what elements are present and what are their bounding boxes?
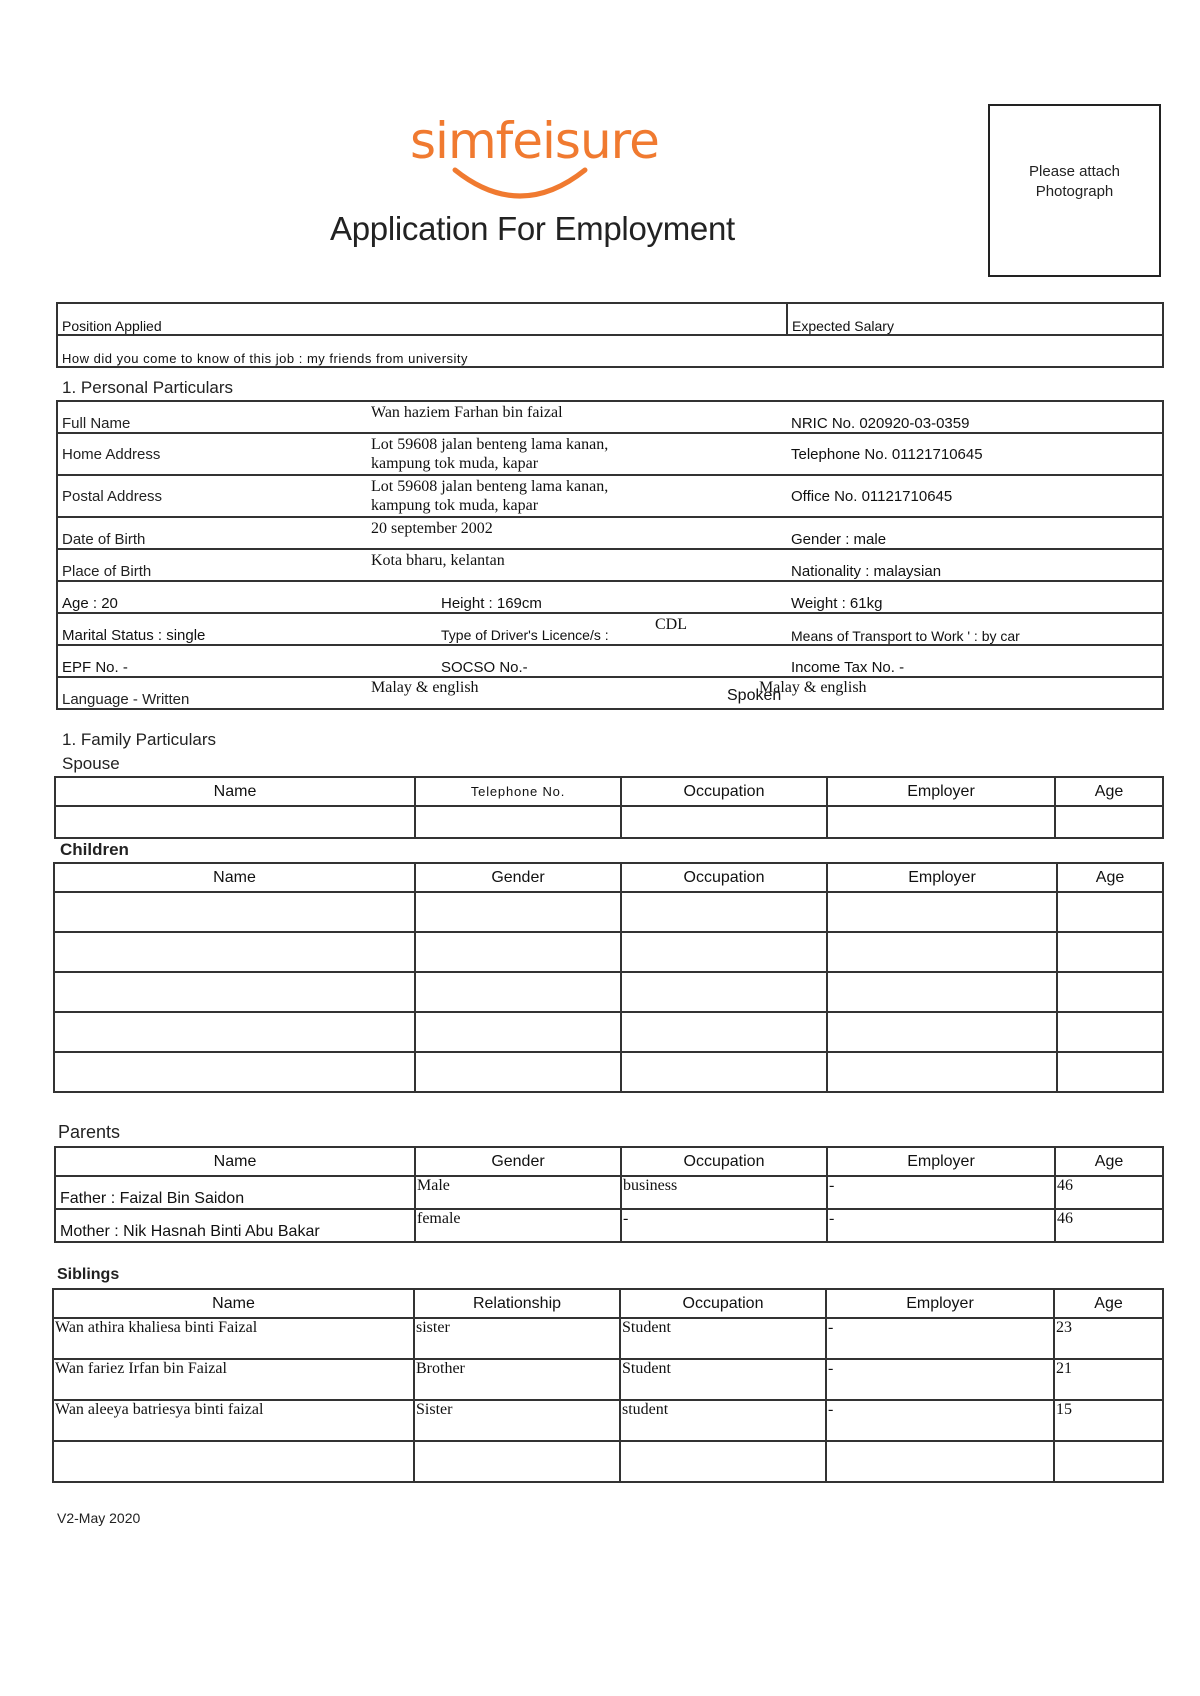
children-header-age: Age <box>1057 863 1163 892</box>
spouse-age-cell[interactable] <box>1055 806 1163 838</box>
sibling-name-cell[interactable]: Wan fariez Irfan bin Faizal <box>53 1359 414 1400</box>
children-cell[interactable] <box>415 972 621 1012</box>
siblings-table <box>52 1288 1164 1483</box>
parents-header-age: Age <box>1055 1147 1163 1176</box>
children-cell[interactable] <box>621 972 827 1012</box>
table-row <box>55 1209 1163 1242</box>
socso-field[interactable]: SOCSO No.- <box>437 645 787 677</box>
licence-value: CDL <box>655 616 687 633</box>
children-cell[interactable] <box>54 1052 415 1092</box>
parents-header-name: Name <box>55 1147 415 1176</box>
children-title: Children <box>60 840 129 859</box>
spouse-header-name: Name <box>55 777 415 806</box>
how-know-field[interactable]: How did you come to know of this job : my friends from university <box>57 335 1163 367</box>
parents-header-employer: Employer <box>827 1147 1055 1176</box>
pob-label: Place of Birth <box>57 549 437 581</box>
children-row <box>54 1012 1163 1052</box>
full-name-value: Wan haziem Farhan bin faizal <box>371 404 563 421</box>
siblings-title: Siblings <box>57 1266 120 1283</box>
children-cell[interactable] <box>54 1012 415 1052</box>
home-address-line1: Lot 59608 jalan benteng lama kanan, <box>371 436 609 453</box>
children-cell[interactable] <box>415 1012 621 1052</box>
siblings-header-occupation: Occupation <box>620 1289 826 1318</box>
children-table <box>53 862 1164 1093</box>
sibling-employer-cell[interactable]: - <box>826 1359 1054 1400</box>
children-header-name: Name <box>54 863 415 892</box>
children-header-gender: Gender <box>415 863 621 892</box>
licence-label: Type of Driver's Licence/s : <box>441 627 609 643</box>
children-cell[interactable] <box>54 892 415 932</box>
children-cell[interactable] <box>415 892 621 932</box>
spouse-occupation-cell[interactable] <box>621 806 827 838</box>
children-row <box>54 1052 1163 1092</box>
dob-field[interactable] <box>371 517 787 549</box>
postal-address-line2: kampung tok muda, kapar <box>371 497 539 514</box>
siblings-header-name: Name <box>53 1289 414 1318</box>
table-row <box>53 1400 1163 1441</box>
sibling-age-cell[interactable]: 15 <box>1054 1400 1163 1441</box>
children-cell[interactable] <box>827 1052 1057 1092</box>
position-table <box>56 302 1164 368</box>
table-row <box>53 1318 1163 1359</box>
children-cell[interactable] <box>54 972 415 1012</box>
sibling-occupation-cell[interactable] <box>620 1441 826 1482</box>
children-cell[interactable] <box>827 892 1057 932</box>
father-employer-cell[interactable]: - <box>827 1176 1055 1209</box>
table-row <box>53 1359 1163 1400</box>
spouse-header-employer: Employer <box>827 777 1055 806</box>
language-spoken-value: Malay & english <box>759 679 867 696</box>
marital-field[interactable]: Marital Status : single <box>57 613 437 645</box>
spouse-table <box>54 776 1164 839</box>
children-row <box>54 972 1163 1012</box>
home-address-label: Home Address <box>57 433 437 475</box>
language-written-value: Malay & english <box>371 679 479 696</box>
spouse-header-age: Age <box>1055 777 1163 806</box>
mother-occupation-cell[interactable]: - <box>621 1209 827 1242</box>
siblings-header-employer: Employer <box>826 1289 1054 1318</box>
children-cell[interactable] <box>827 1012 1057 1052</box>
weight-field[interactable]: Weight : 61kg <box>787 581 1163 613</box>
children-cell[interactable] <box>1057 1012 1163 1052</box>
pob-value: Kota bharu, kelantan <box>371 552 505 569</box>
nationality-field[interactable]: Nationality : malaysian <box>787 549 1163 581</box>
children-cell[interactable] <box>621 932 827 972</box>
home-address-field[interactable] <box>371 433 787 475</box>
sibling-employer-cell[interactable]: - <box>826 1318 1054 1359</box>
pob-field[interactable] <box>371 549 787 581</box>
page-title: Application For Employment <box>330 210 735 247</box>
children-row <box>54 892 1163 932</box>
office-field[interactable]: Office No. 01121710645 <box>787 475 1163 517</box>
postal-address-label: Postal Address <box>57 475 437 517</box>
sibling-age-cell[interactable] <box>1054 1441 1163 1482</box>
sibling-name-cell[interactable]: Wan athira khaliesa binti Faizal <box>53 1318 414 1359</box>
sibling-occupation-cell[interactable]: student <box>620 1400 826 1441</box>
sibling-relationship-cell[interactable]: Brother <box>414 1359 620 1400</box>
home-address-line2: kampung tok muda, kapar <box>371 455 539 472</box>
children-cell[interactable] <box>415 932 621 972</box>
gender-field[interactable]: Gender : male <box>787 517 1163 549</box>
position-applied-label[interactable]: Position Applied <box>57 303 787 335</box>
logo-smile-icon <box>450 162 590 202</box>
father-age-cell[interactable]: 46 <box>1055 1176 1163 1209</box>
dob-label: Date of Birth <box>57 517 437 549</box>
children-header-employer: Employer <box>827 863 1057 892</box>
children-cell[interactable] <box>1057 1052 1163 1092</box>
siblings-header-relationship: Relationship <box>414 1289 620 1318</box>
sibling-relationship-cell[interactable]: Sister <box>414 1400 620 1441</box>
mother-name-cell[interactable]: Mother : Nik Hasnah Binti Abu Bakar <box>55 1209 415 1242</box>
table-row <box>55 1176 1163 1209</box>
children-cell[interactable] <box>415 1052 621 1092</box>
dob-value: 20 september 2002 <box>371 520 493 537</box>
age-field[interactable]: Age : 20 <box>57 581 437 613</box>
mother-age-cell[interactable]: 46 <box>1055 1209 1163 1242</box>
spouse-title: Spouse <box>62 754 120 773</box>
sibling-age-cell[interactable]: 23 <box>1054 1318 1163 1359</box>
personal-particulars-table <box>56 400 1164 710</box>
postal-address-line1: Lot 59608 jalan benteng lama kanan, <box>371 478 609 495</box>
epf-field[interactable]: EPF No. - <box>57 645 437 677</box>
transport-field[interactable]: Means of Transport to Work ' : by car <box>787 613 1163 645</box>
sibling-age-cell[interactable]: 21 <box>1054 1359 1163 1400</box>
children-row <box>54 932 1163 972</box>
telephone-field[interactable]: Telephone No. 01121710645 <box>787 433 1163 475</box>
spouse-telephone-cell[interactable] <box>415 806 621 838</box>
spoken-label: Spoken <box>727 687 782 704</box>
sibling-employer-cell[interactable] <box>826 1441 1054 1482</box>
mother-gender-cell[interactable]: female <box>415 1209 621 1242</box>
company-logo <box>410 112 690 212</box>
personal-section-title: 1. Personal Particulars <box>62 378 234 397</box>
nric-field[interactable]: NRIC No. 020920-03-0359 <box>787 401 1163 433</box>
children-cell[interactable] <box>621 1012 827 1052</box>
parents-header-occupation: Occupation <box>621 1147 827 1176</box>
expected-salary-label[interactable]: Expected Salary <box>787 303 1163 335</box>
spouse-employer-cell[interactable] <box>827 806 1055 838</box>
mother-employer-cell[interactable]: - <box>827 1209 1055 1242</box>
family-section-title: 1. Family Particulars <box>62 730 216 749</box>
sibling-occupation-cell[interactable]: Student <box>620 1318 826 1359</box>
sibling-occupation-cell[interactable]: Student <box>620 1359 826 1400</box>
photo-text-line1: Please attach <box>1029 163 1120 180</box>
full-name-field[interactable] <box>371 401 787 433</box>
children-cell[interactable] <box>54 932 415 972</box>
tax-field[interactable]: Income Tax No. - <box>787 645 1163 677</box>
language-written-label: Language - Written <box>57 677 437 709</box>
licence-field[interactable] <box>437 613 787 645</box>
children-cell[interactable] <box>621 892 827 932</box>
sibling-employer-cell[interactable]: - <box>826 1400 1054 1441</box>
children-header-occupation: Occupation <box>621 863 827 892</box>
language-field[interactable] <box>371 677 787 709</box>
postal-address-field[interactable] <box>371 475 787 517</box>
sibling-name-cell[interactable]: Wan aleeya batriesya binti faizal <box>53 1400 414 1441</box>
version-footer: V2-May 2020 <box>57 1510 141 1526</box>
height-field[interactable]: Height : 169cm <box>437 581 787 613</box>
spouse-header-occupation: Occupation <box>621 777 827 806</box>
children-cell[interactable] <box>621 1052 827 1092</box>
table-row <box>53 1441 1163 1482</box>
siblings-header-age: Age <box>1054 1289 1163 1318</box>
spouse-header-telephone: Telephone No. <box>415 777 621 806</box>
full-name-label: Full Name <box>57 401 437 433</box>
sibling-name-cell[interactable] <box>53 1441 414 1482</box>
photo-text-line2: Photograph <box>1035 183 1114 200</box>
father-gender-cell[interactable]: Male <box>415 1176 621 1209</box>
sibling-relationship-cell[interactable]: sister <box>414 1318 620 1359</box>
home-address-value <box>371 435 608 473</box>
children-cell[interactable] <box>1057 932 1163 972</box>
children-cell[interactable] <box>1057 892 1163 932</box>
children-cell[interactable] <box>827 932 1057 972</box>
parents-title: Parents <box>58 1122 121 1142</box>
father-name-cell[interactable]: Father : Faizal Bin Saidon <box>55 1176 415 1209</box>
logo-text: simfeisure <box>410 112 659 170</box>
children-cell[interactable] <box>1057 972 1163 1012</box>
language-spoken-field[interactable] <box>759 677 1163 709</box>
parents-header-gender: Gender <box>415 1147 621 1176</box>
photo-placeholder[interactable] <box>988 104 1161 277</box>
children-cell[interactable] <box>827 972 1057 1012</box>
parents-table <box>54 1146 1164 1243</box>
father-occupation-cell[interactable]: business <box>621 1176 827 1209</box>
sibling-relationship-cell[interactable] <box>414 1441 620 1482</box>
spouse-name-cell[interactable] <box>55 806 415 838</box>
postal-address-value <box>371 477 608 515</box>
